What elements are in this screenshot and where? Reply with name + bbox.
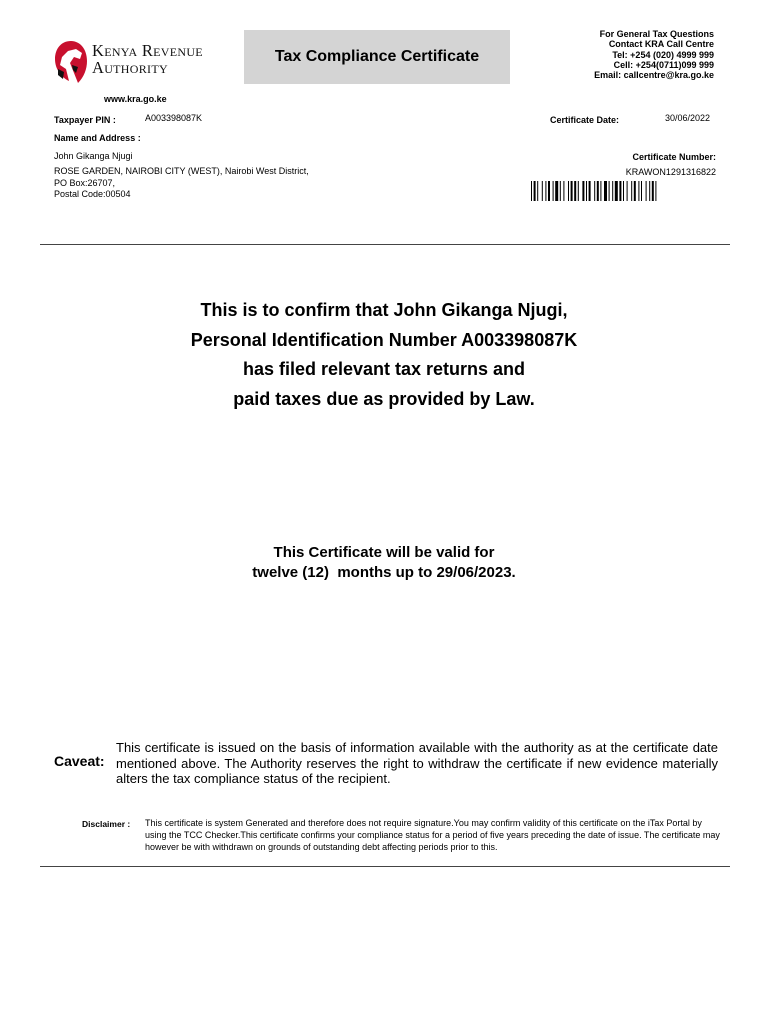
certificate-date-label: Certificate Date: (550, 115, 620, 125)
certificate-number-value: KRAWON1291316822 (625, 167, 716, 177)
address-line-1: ROSE GARDEN, NAIROBI CITY (WEST), Nairobi West District, (54, 166, 309, 176)
statement-line-1: This is to confirm that John Gikanga Njugi, (200, 300, 568, 320)
contact-block (594, 29, 714, 80)
kra-lion-logo-icon (52, 39, 90, 85)
validity-statement (0, 543, 768, 583)
disclaimer-text: This certificate is system Generated and therefore does not require signature.You may confirm validity of this certificate on the iTax Portal by using the TCC Checker.This certificate confirms your compliance status for a period of five years preceding the date of issue. The certificate may however be with withdrawn on grounds of outstanding debt affecting periods prior to this. (145, 818, 720, 852)
address-line-2: PO Box:26707, (54, 178, 116, 188)
contact-heading: For General Tax Questions (599, 29, 714, 39)
contact-cell: Cell: +254(0711)099 999 (613, 59, 714, 70)
certificate-date-value: 30/06/2022 (665, 113, 711, 123)
taxpayer-name: John Gikanga Njugi (54, 151, 133, 161)
divider-top (40, 244, 730, 245)
validity-line-1: This Certificate will be valid for (273, 544, 495, 561)
logo-line-kenya-revenue: Kenya Revenue (92, 41, 203, 60)
name-address-label: Name and Address : (54, 133, 141, 143)
taxpayer-pin-label: Taxpayer PIN : (54, 115, 116, 125)
logo-line-authority: Authority (92, 58, 168, 77)
website-link[interactable]: www.kra.go.ke (104, 94, 167, 104)
contact-tel: Tel: +254 (020) 4999 999 (612, 49, 714, 60)
document-title: Tax Compliance Certificate (244, 30, 510, 84)
barcode-icon (531, 181, 715, 201)
disclaimer-label: Disclaimer : (82, 819, 131, 829)
validity-line-2: twelve (12) months up to 29/06/2023. (252, 564, 516, 581)
divider-bottom (40, 866, 730, 867)
caveat-text: This certificate is issued on the basis of information available with the authority as at the certificate date mentioned above. The Authority reserves the right to withdraw the certificate if new evidence materially alters the tax compliance status of the recipient. (116, 740, 718, 786)
statement-line-3: has filed relevant tax returns and (242, 359, 526, 379)
caveat-label: Caveat: (54, 753, 105, 769)
taxpayer-pin-value: A003398087K (145, 113, 203, 123)
statement-line-2: Personal Identification Number A003398087K (190, 329, 578, 350)
statement-line-4: paid taxes due as provided by Law. (233, 388, 535, 409)
kra-logo (52, 37, 237, 87)
certificate-number-label: Certificate Number: (632, 152, 716, 162)
address-line-3: Postal Code:00504 (54, 189, 131, 199)
contact-email[interactable]: Email: callcentre@kra.go.ke (594, 70, 714, 81)
contact-centre: Contact KRA Call Centre (608, 39, 714, 50)
confirmation-statement (0, 296, 768, 414)
